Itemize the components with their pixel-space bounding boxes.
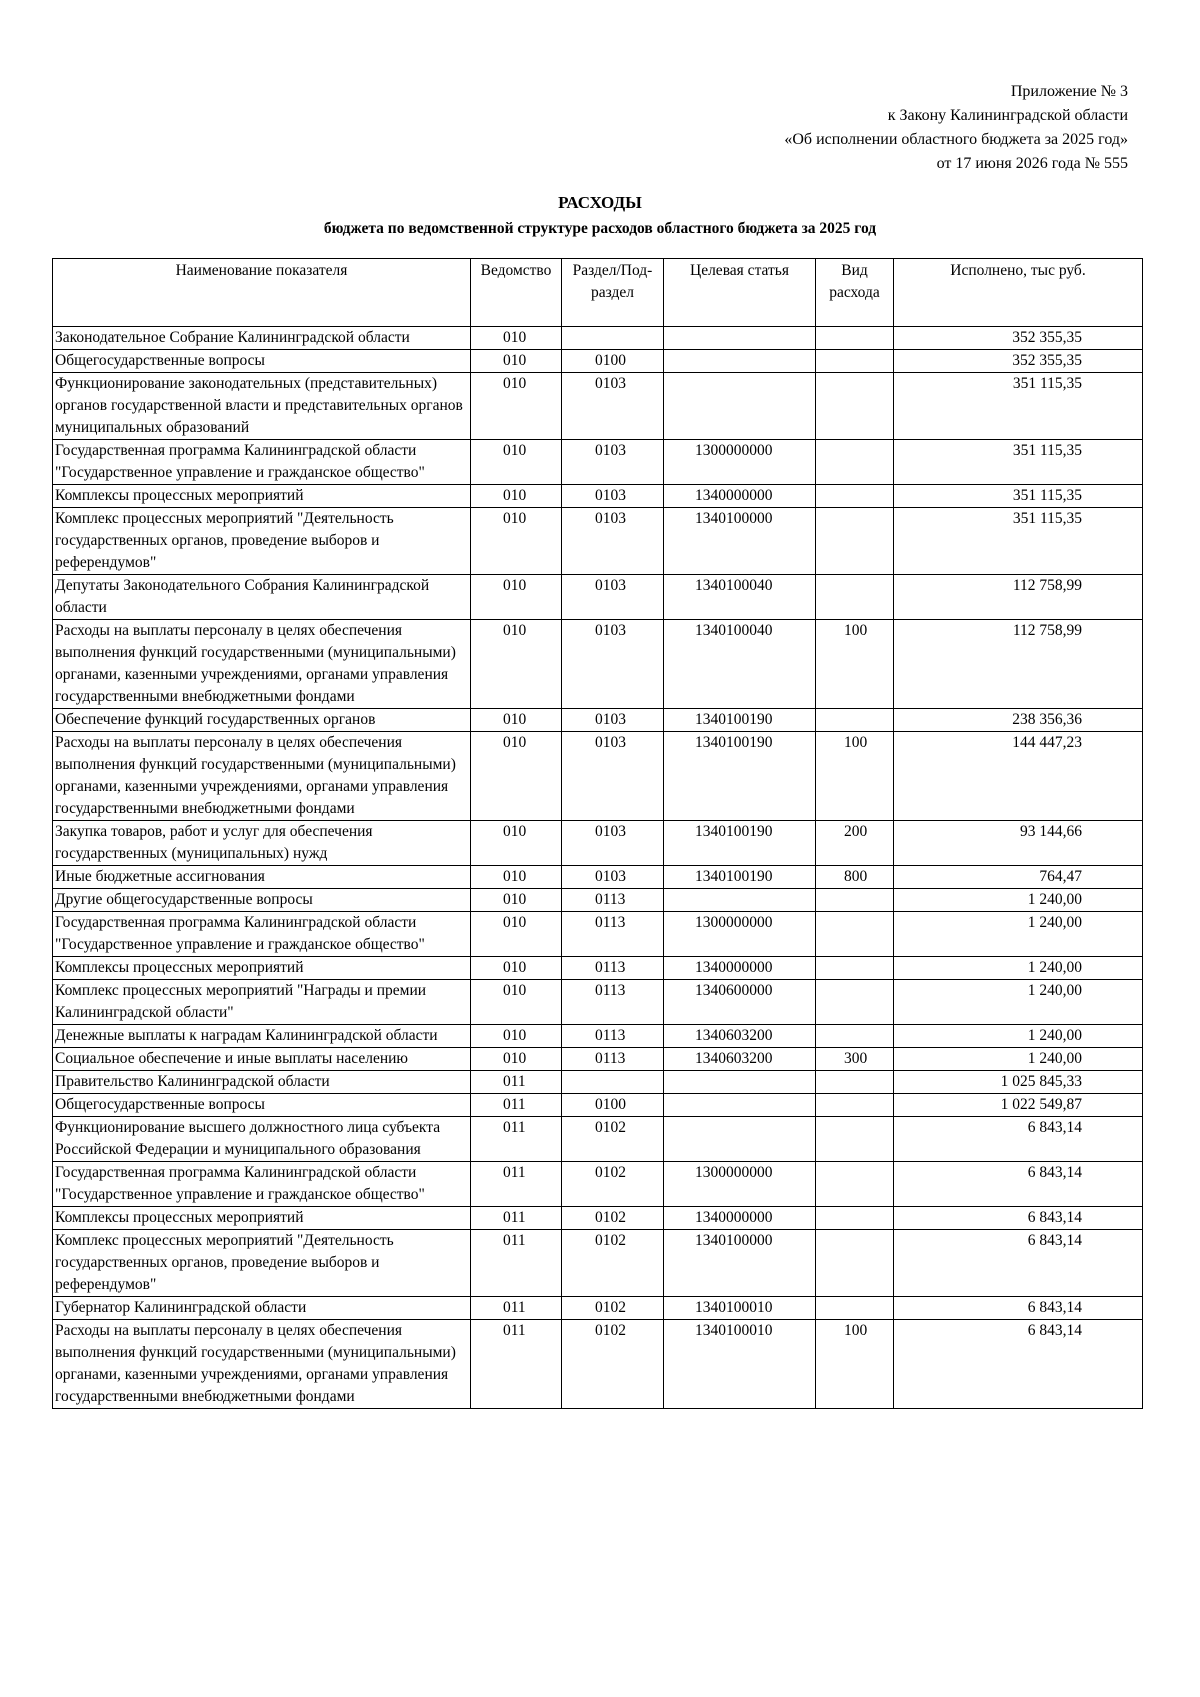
cell-cs — [664, 1094, 816, 1117]
law-reference: к Закону Калининградской области — [887, 107, 1128, 124]
cell-sum: 1 240,00 — [894, 912, 1143, 957]
cell-sum: 1 240,00 — [894, 980, 1143, 1025]
cell-ved: 011 — [471, 1297, 562, 1320]
cell-sum: 351 115,35 — [894, 440, 1143, 485]
cell-ved: 011 — [471, 1094, 562, 1117]
cell-ved: 011 — [471, 1320, 562, 1409]
cell-vid: 100 — [816, 620, 894, 709]
cell-cs: 1340603200 — [664, 1048, 816, 1071]
cell-ved: 010 — [471, 732, 562, 821]
cell-vid — [816, 327, 894, 350]
cell-razdel: 0102 — [562, 1230, 664, 1297]
cell-name: Общегосударственные вопросы — [53, 350, 471, 373]
cell-vid: 100 — [816, 732, 894, 821]
cell-razdel: 0102 — [562, 1320, 664, 1409]
cell-razdel — [562, 1071, 664, 1094]
cell-name: Расходы на выплаты персоналу в целях обеспечения выполнения функций государственными (муниципальными) органами, казенными учреждениями, органами управления государственными внебюджетными фондами — [53, 732, 471, 821]
cell-ved: 010 — [471, 350, 562, 373]
cell-sum: 1 240,00 — [894, 1048, 1143, 1071]
cell-ved: 010 — [471, 709, 562, 732]
table-row — [53, 620, 1143, 709]
table-row — [53, 350, 1143, 373]
cell-sum: 351 115,35 — [894, 373, 1143, 440]
table-row — [53, 1025, 1143, 1048]
cell-ved: 010 — [471, 575, 562, 620]
table-row — [53, 485, 1143, 508]
cell-cs: 1340100000 — [664, 1230, 816, 1297]
cell-vid — [816, 1025, 894, 1048]
table-row — [53, 1230, 1143, 1297]
cell-ved: 010 — [471, 485, 562, 508]
cell-name: Расходы на выплаты персоналу в целях обеспечения выполнения функций государственными (муниципальными) органами, казенными учреждениями, органами управления государственными внебюджетными фондами — [53, 620, 471, 709]
document-header — [508, 80, 1128, 176]
appendix-number: Приложение № 3 — [1010, 83, 1128, 100]
cell-sum: 6 843,14 — [894, 1117, 1143, 1162]
table-row — [53, 1207, 1143, 1230]
cell-razdel: 0102 — [562, 1117, 664, 1162]
table-row — [53, 866, 1143, 889]
cell-cs: 1340100190 — [664, 732, 816, 821]
cell-cs: 1300000000 — [664, 912, 816, 957]
table-row — [53, 1117, 1143, 1162]
cell-cs: 1340100190 — [664, 866, 816, 889]
cell-sum: 1 022 549,87 — [894, 1094, 1143, 1117]
cell-sum: 1 240,00 — [894, 889, 1143, 912]
table-body — [53, 327, 1143, 1409]
cell-name: Социальное обеспечение и иные выплаты населению — [53, 1048, 471, 1071]
document-subtitle: бюджета по ведомственной структуре расходов областного бюджета за 2025 год — [323, 220, 877, 237]
cell-sum: 6 843,14 — [894, 1207, 1143, 1230]
column-header-name: Наименование показателя — [53, 259, 471, 327]
document-title: РАСХОДЫ — [558, 193, 642, 212]
cell-razdel: 0103 — [562, 485, 664, 508]
cell-vid — [816, 980, 894, 1025]
table-row — [53, 912, 1143, 957]
table-row — [53, 1094, 1143, 1117]
cell-vid — [816, 440, 894, 485]
cell-cs — [664, 327, 816, 350]
cell-razdel: 0113 — [562, 1048, 664, 1071]
cell-name: Правительство Калининградской области — [53, 1071, 471, 1094]
cell-name: Общегосударственные вопросы — [53, 1094, 471, 1117]
cell-name: Функционирование высшего должностного лица субъекта Российской Федерации и муниципального образования — [53, 1117, 471, 1162]
cell-sum: 1 025 845,33 — [894, 1071, 1143, 1094]
table-row — [53, 709, 1143, 732]
cell-cs — [664, 350, 816, 373]
cell-ved: 010 — [471, 866, 562, 889]
cell-razdel: 0103 — [562, 440, 664, 485]
cell-razdel: 0103 — [562, 732, 664, 821]
cell-cs: 1340100040 — [664, 620, 816, 709]
cell-razdel: 0113 — [562, 957, 664, 980]
cell-cs: 1340100040 — [664, 575, 816, 620]
table-row — [53, 1048, 1143, 1071]
cell-cs: 1340100010 — [664, 1297, 816, 1320]
cell-cs — [664, 373, 816, 440]
cell-cs: 1340100000 — [664, 508, 816, 575]
cell-ved: 011 — [471, 1162, 562, 1207]
cell-sum: 352 355,35 — [894, 327, 1143, 350]
cell-sum: 93 144,66 — [894, 821, 1143, 866]
cell-sum: 238 356,36 — [894, 709, 1143, 732]
table-row — [53, 1162, 1143, 1207]
cell-vid — [816, 508, 894, 575]
cell-ved: 010 — [471, 1025, 562, 1048]
cell-sum: 6 843,14 — [894, 1320, 1143, 1409]
cell-razdel: 0103 — [562, 575, 664, 620]
cell-vid — [816, 709, 894, 732]
cell-vid — [816, 575, 894, 620]
cell-name: Иные бюджетные ассигнования — [53, 866, 471, 889]
cell-razdel: 0103 — [562, 821, 664, 866]
cell-name: Государственная программа Калининградской области "Государственное управление и гражданское общество" — [53, 440, 471, 485]
cell-ved: 010 — [471, 912, 562, 957]
cell-cs — [664, 1071, 816, 1094]
cell-vid — [816, 1094, 894, 1117]
cell-sum: 112 758,99 — [894, 575, 1143, 620]
cell-sum: 6 843,14 — [894, 1230, 1143, 1297]
cell-name: Денежные выплаты к наградам Калининградской области — [53, 1025, 471, 1048]
table-header-row — [53, 259, 1143, 327]
cell-vid: 100 — [816, 1320, 894, 1409]
cell-cs: 1300000000 — [664, 1162, 816, 1207]
cell-ved: 010 — [471, 327, 562, 350]
cell-razdel: 0113 — [562, 912, 664, 957]
cell-sum: 351 115,35 — [894, 485, 1143, 508]
column-header-vid: Вид расхода — [816, 259, 894, 327]
cell-cs: 1340100010 — [664, 1320, 816, 1409]
cell-ved: 011 — [471, 1071, 562, 1094]
cell-vid: 300 — [816, 1048, 894, 1071]
cell-cs: 1340600000 — [664, 980, 816, 1025]
table-row — [53, 373, 1143, 440]
table-row — [53, 327, 1143, 350]
cell-cs: 1300000000 — [664, 440, 816, 485]
table-row — [53, 1071, 1143, 1094]
cell-cs: 1340000000 — [664, 485, 816, 508]
cell-vid — [816, 1162, 894, 1207]
law-title: «Об исполнении областного бюджета за 2025 год» — [784, 131, 1128, 148]
cell-sum: 352 355,35 — [894, 350, 1143, 373]
cell-name: Государственная программа Калининградской области "Государственное управление и гражданское общество" — [53, 1162, 471, 1207]
cell-vid — [816, 1297, 894, 1320]
cell-name: Комплекс процессных мероприятий "Награды и премии Калининградской области" — [53, 980, 471, 1025]
cell-cs: 1340100190 — [664, 709, 816, 732]
cell-vid — [816, 889, 894, 912]
cell-name: Комплексы процессных мероприятий — [53, 957, 471, 980]
cell-razdel: 0113 — [562, 889, 664, 912]
cell-cs: 1340000000 — [664, 957, 816, 980]
cell-name: Губернатор Калининградской области — [53, 1297, 471, 1320]
cell-vid — [816, 350, 894, 373]
column-header-cs: Целевая статья — [664, 259, 816, 327]
cell-ved: 010 — [471, 821, 562, 866]
cell-sum: 112 758,99 — [894, 620, 1143, 709]
cell-vid — [816, 485, 894, 508]
cell-ved: 010 — [471, 957, 562, 980]
cell-razdel: 0103 — [562, 620, 664, 709]
cell-razdel: 0103 — [562, 508, 664, 575]
cell-cs — [664, 889, 816, 912]
cell-name: Комплексы процессных мероприятий — [53, 485, 471, 508]
cell-name: Закупка товаров, работ и услуг для обеспечения государственных (муниципальных) нужд — [53, 821, 471, 866]
cell-vid — [816, 957, 894, 980]
cell-cs: 1340000000 — [664, 1207, 816, 1230]
cell-razdel — [562, 327, 664, 350]
cell-vid — [816, 1117, 894, 1162]
table-row — [53, 440, 1143, 485]
cell-vid: 200 — [816, 821, 894, 866]
cell-ved: 010 — [471, 980, 562, 1025]
cell-sum: 1 240,00 — [894, 1025, 1143, 1048]
cell-sum: 351 115,35 — [894, 508, 1143, 575]
cell-razdel: 0100 — [562, 1094, 664, 1117]
cell-name: Депутаты Законодательного Собрания Калининградской области — [53, 575, 471, 620]
cell-sum: 6 843,14 — [894, 1297, 1143, 1320]
cell-cs: 1340603200 — [664, 1025, 816, 1048]
cell-razdel: 0103 — [562, 373, 664, 440]
cell-sum: 1 240,00 — [894, 957, 1143, 980]
law-date: от 17 июня 2026 года № 555 — [936, 155, 1128, 172]
cell-razdel: 0103 — [562, 709, 664, 732]
column-header-ved: Ведомство — [471, 259, 562, 327]
cell-vid — [816, 373, 894, 440]
cell-razdel: 0100 — [562, 350, 664, 373]
cell-ved: 010 — [471, 889, 562, 912]
table-row — [53, 1297, 1143, 1320]
cell-razdel: 0102 — [562, 1297, 664, 1320]
cell-ved: 010 — [471, 373, 562, 440]
cell-ved: 010 — [471, 1048, 562, 1071]
cell-razdel: 0102 — [562, 1162, 664, 1207]
cell-name: Другие общегосударственные вопросы — [53, 889, 471, 912]
column-header-sum: Исполнено, тыс руб. — [894, 259, 1143, 327]
cell-sum: 764,47 — [894, 866, 1143, 889]
table-row — [53, 575, 1143, 620]
cell-razdel: 0102 — [562, 1207, 664, 1230]
cell-vid — [816, 1071, 894, 1094]
cell-ved: 011 — [471, 1207, 562, 1230]
table-row — [53, 508, 1143, 575]
cell-vid — [816, 1207, 894, 1230]
cell-ved: 011 — [471, 1230, 562, 1297]
column-header-razdel: Раздел/Под-раздел — [562, 259, 664, 327]
cell-name: Расходы на выплаты персоналу в целях обеспечения выполнения функций государственными (муниципальными) органами, казенными учреждениями, органами управления государственными внебюджетными фондами — [53, 1320, 471, 1409]
cell-razdel: 0103 — [562, 866, 664, 889]
cell-razdel: 0113 — [562, 1025, 664, 1048]
table-row — [53, 821, 1143, 866]
cell-name: Обеспечение функций государственных органов — [53, 709, 471, 732]
table-row — [53, 957, 1143, 980]
table-row — [53, 889, 1143, 912]
cell-name: Государственная программа Калининградской области "Государственное управление и гражданское общество" — [53, 912, 471, 957]
cell-cs: 1340100190 — [664, 821, 816, 866]
table-row — [53, 980, 1143, 1025]
cell-sum: 144 447,23 — [894, 732, 1143, 821]
cell-vid — [816, 1230, 894, 1297]
cell-ved: 010 — [471, 508, 562, 575]
cell-name: Законодательное Собрание Калининградской области — [53, 327, 471, 350]
cell-cs — [664, 1117, 816, 1162]
table-row — [53, 732, 1143, 821]
cell-vid: 800 — [816, 866, 894, 889]
cell-ved: 011 — [471, 1117, 562, 1162]
cell-name: Комплекс процессных мероприятий "Деятельность государственных органов, проведение выборов и референдумов" — [53, 508, 471, 575]
table-row — [53, 1320, 1143, 1409]
cell-ved: 010 — [471, 620, 562, 709]
expenditure-table — [52, 258, 1143, 1409]
cell-name: Функционирование законодательных (представительных) органов государственной власти и представительных органов муниципальных образований — [53, 373, 471, 440]
cell-vid — [816, 912, 894, 957]
cell-ved: 010 — [471, 440, 562, 485]
cell-name: Комплексы процессных мероприятий — [53, 1207, 471, 1230]
cell-sum: 6 843,14 — [894, 1162, 1143, 1207]
cell-name: Комплекс процессных мероприятий "Деятельность государственных органов, проведение выборов и референдумов" — [53, 1230, 471, 1297]
cell-razdel: 0113 — [562, 980, 664, 1025]
